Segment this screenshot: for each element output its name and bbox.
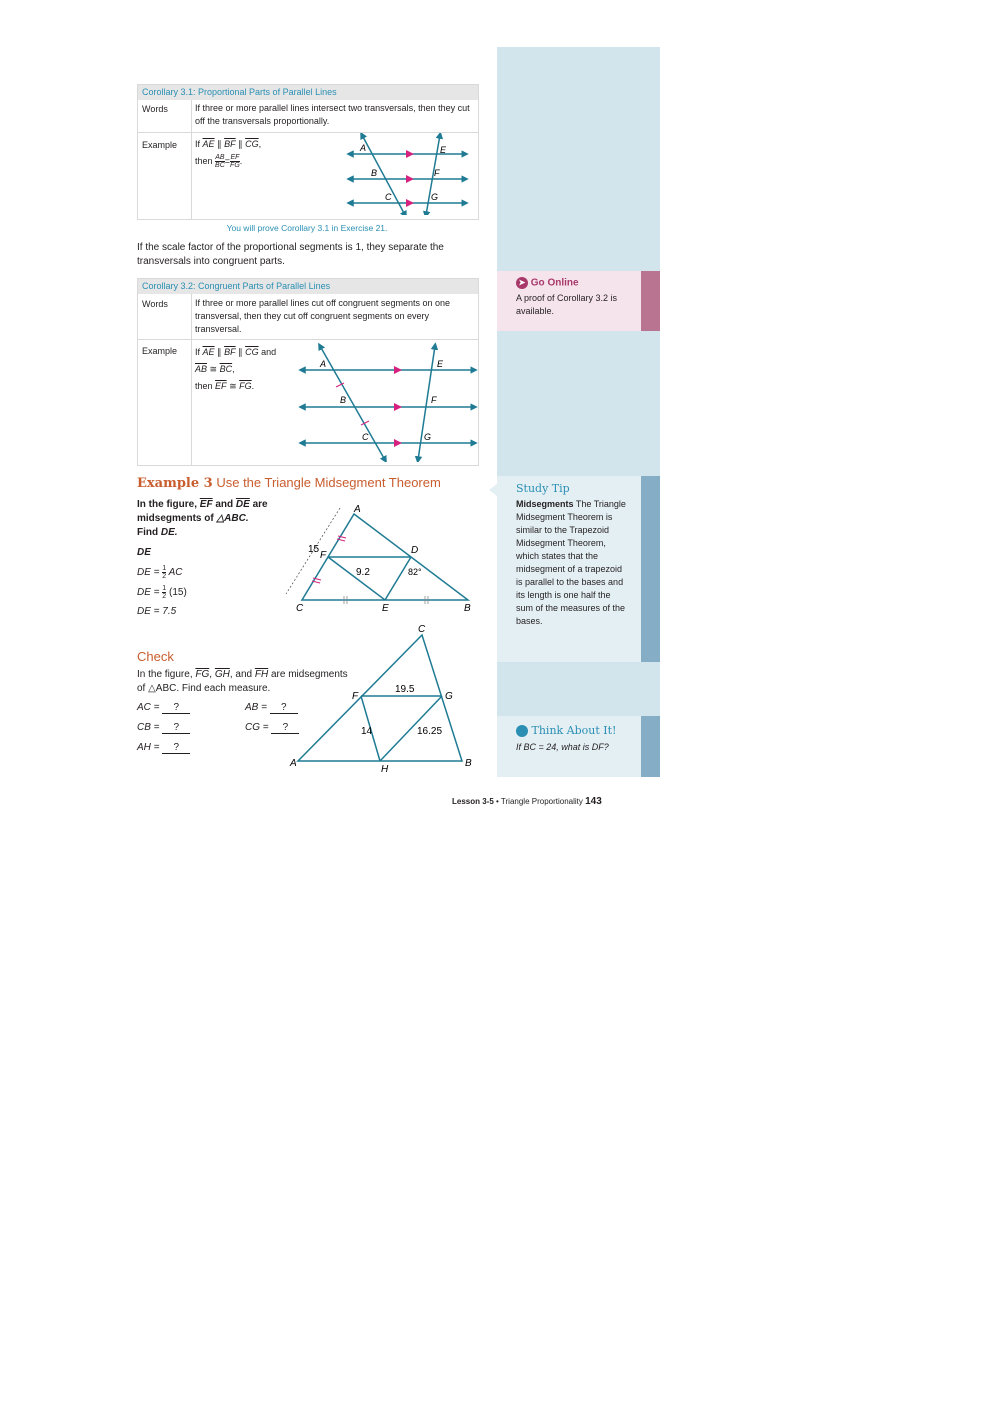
example-label: Example (142, 140, 178, 150)
point-label: C (362, 432, 369, 442)
point-label: C (385, 192, 392, 202)
point-label: E (440, 145, 447, 155)
length-label: 19.5 (395, 684, 415, 695)
point-label: F (431, 395, 437, 405)
example-title: Use the Triangle Midsegment Theorem (216, 475, 441, 490)
midsegment-fe (328, 557, 385, 600)
check-question-ab: AB = ? (245, 702, 298, 714)
prove-note: You will prove Corollary 3.1 in Exercise 21. (226, 223, 388, 233)
point-label: C (296, 603, 304, 614)
point-label: F (352, 691, 359, 702)
example-3-prompt: In the figure, $\overline{EF}$ and $\overline{DE}$ are midsegments of △ABC. Find DE. (137, 499, 268, 538)
words-label: Words (142, 104, 168, 114)
length-label: 9.2 (356, 567, 370, 578)
point-label: F (434, 168, 440, 178)
corollary-3-2-figure (298, 342, 478, 462)
length-label: 14 (361, 726, 373, 737)
point-label: G (424, 432, 432, 442)
example-statement: If $\overline{AE}$ ∥ $\overline{BF}$ ∥ $\overline{CG}$ and $\overline{AB}$ ≅ $\overline{BC}$, then $\overline{EF}$ ≅ $\overline{FG}$. (195, 347, 277, 391)
segment: $\overline{CG}$ (245, 139, 259, 149)
parallel-marker (394, 366, 402, 374)
answer-blank[interactable]: ? (270, 702, 298, 714)
go-online-panel (497, 271, 660, 331)
divider (191, 100, 192, 219)
point-label: B (465, 758, 472, 769)
study-tip-text: Midsegments The Triangle Midsegment Theorem is similar to the Trapezoid Midsegment Theorem, which states that the midsegment of a trapezoid is parallel to the bases and its length is one half the sum of the measures of the bases. (516, 499, 626, 626)
answer-blank[interactable]: ? (162, 702, 190, 714)
point-label: E (382, 603, 389, 614)
divider (191, 294, 192, 465)
solution-step: DE = $\frac{1}{2}$ (15) (137, 585, 187, 600)
point-label: D (411, 545, 419, 556)
lesson-topic: Triangle Proportionality (500, 797, 583, 806)
panel-tab (641, 716, 660, 777)
point-label: E (437, 359, 444, 369)
example-3-triangle-figure (280, 500, 480, 618)
point-label: A (354, 504, 361, 515)
fraction: $\frac{AB}{BC}$ (215, 154, 225, 169)
example-proportion: then $\frac{AB}{BC}$ = $\frac{EF}{FG}$ . (195, 154, 243, 169)
page-number: 143 (585, 796, 602, 807)
go-online-icon: ➤ (516, 277, 528, 289)
check-prompt: In the figure, $\overline{FG}$, $\overline{GH}$, and $\overline{FH}$ are midsegments of △ABC. Find each measure. (137, 669, 348, 694)
words-label: Words (142, 299, 168, 309)
lesson-number: Lesson 3-5 (452, 797, 494, 806)
panel-tab (641, 271, 660, 331)
point-label: A (360, 143, 367, 153)
point-label: H (381, 764, 389, 775)
think-about-it-text: If BC = 24, what is DF? (516, 742, 609, 752)
point-label: B (340, 395, 347, 405)
check-question-cg: CG = ? (245, 722, 299, 734)
parallel-marker (406, 150, 414, 158)
solution-step: DE (137, 547, 151, 558)
length-label: 15 (308, 544, 320, 555)
point-label: G (445, 691, 453, 702)
sidebar-background (497, 47, 660, 777)
angle-label: 82° (408, 567, 422, 577)
parallel-marker (406, 199, 414, 207)
midsegment-de (385, 557, 411, 600)
page-footer (452, 796, 602, 807)
corollary-3-1-title: Corollary 3.1: Proportional Parts of Parallel Lines (138, 85, 478, 100)
check-question-ah: AH = ? (137, 742, 190, 754)
segment: $\overline{AE}$ (202, 139, 215, 149)
point-label: A (320, 359, 327, 369)
point-label: B (371, 168, 378, 178)
answer-blank[interactable]: ? (162, 742, 190, 754)
panel-tab (641, 476, 660, 662)
length-label: 16.25 (417, 726, 443, 737)
callout-pointer (489, 484, 497, 496)
divider (138, 339, 478, 340)
point-label: G (431, 192, 439, 202)
parallel-marker (406, 175, 414, 183)
point-label: B (464, 603, 471, 614)
answer-blank[interactable]: ? (271, 722, 299, 734)
point-label: A (290, 758, 297, 769)
solution-step: DE = 7.5 (137, 606, 177, 617)
text: then (195, 155, 213, 166)
fraction: $\frac{EF}{FG}$ (230, 154, 240, 169)
solution-step: DE = $\frac{1}{2}$ AC (137, 565, 183, 580)
go-online-text: A proof of Corollary 3.2 is available. (516, 293, 618, 316)
example-number: Example 3 (137, 476, 213, 491)
segment: $\overline{BF}$ (224, 139, 236, 149)
study-tip-title: Study Tip (516, 482, 570, 495)
corollary-3-1-figure (340, 133, 475, 215)
check-heading: Check (137, 649, 174, 664)
check-question-ac: AC = ? (137, 702, 190, 714)
think-about-it-panel (497, 716, 660, 777)
triangle-abc (298, 635, 462, 761)
example-3-heading (137, 475, 441, 491)
example-label: Example (142, 346, 178, 356)
lightbulb-icon (516, 725, 528, 737)
scale-factor-text: If the scale factor of the proportional segments is 1, they separate the transversals into congruent parts. (137, 242, 444, 267)
text: If (195, 139, 201, 149)
study-tip-panel (497, 476, 660, 662)
check-triangle-figure (285, 620, 480, 776)
words-text: If three or more parallel lines cut off congruent segments on one transversal, then they cut off congruent segments on every transversal. (195, 298, 450, 334)
parallel-marker (394, 439, 402, 447)
parallel-symbol: ∥ (217, 139, 222, 149)
point-label: C (418, 624, 426, 635)
point-label: F (320, 550, 327, 561)
example-statement: If $\overline{AE}$ ∥ $\overline{BF}$ ∥ $\overline{CG}$, (195, 139, 262, 149)
think-about-it-title: Think About It! (516, 724, 616, 737)
answer-blank[interactable]: ? (162, 722, 190, 734)
go-online-title[interactable]: ➤ Go Online (516, 277, 579, 289)
corollary-3-2-title: Corollary 3.2: Congruent Parts of Parallel Lines (138, 279, 478, 294)
words-text: If three or more parallel lines intersect two transversals, then they cut off the transversals proportionally. (195, 103, 470, 126)
bullet: • (496, 797, 499, 806)
parallel-marker (394, 403, 402, 411)
parallel-symbol: ∥ (238, 139, 243, 149)
check-question-cb: CB = ? (137, 722, 190, 734)
